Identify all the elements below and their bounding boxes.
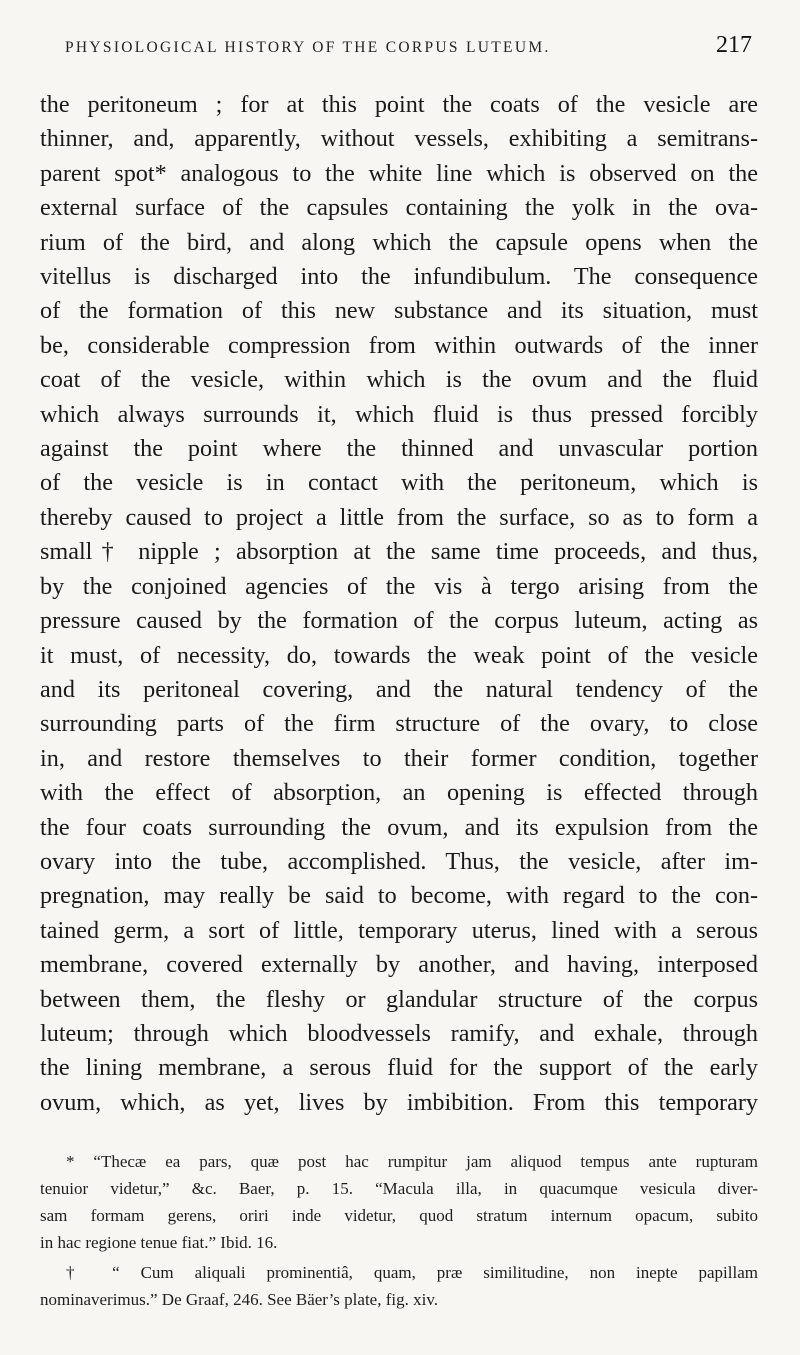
text-line: external surface of the capsules containing the yolk in the ova-: [40, 194, 758, 222]
footnote-line: nominaverimus.” De Graaf, 246. See Bäer’s plate, fig. xiv.: [40, 1290, 438, 1309]
footnote-line: tenuior videtur,” &c. Baer, p. 15. “Macula illa, in quacumque vesicula diver-: [40, 1179, 758, 1198]
text-line: of the vesicle is in contact with the peritoneum, which is: [40, 469, 758, 497]
text-line: membrane, covered externally by another, and having, interposed: [40, 951, 758, 979]
text-line: tained germ, a sort of little, temporary uterus, lined with a serous: [40, 916, 758, 944]
text-line: by the conjoined agencies of the vis à tergo arising from the: [40, 572, 758, 600]
text-line: surrounding parts of the firm structure of the ovary, to close: [40, 710, 758, 738]
text-line: luteum; through which bloodvessels ramify, and exhale, through: [40, 1019, 758, 1047]
text-line: the lining membrane, a serous fluid for the support of the early: [40, 1054, 758, 1082]
text-line: the four coats surrounding the ovum, and its expulsion from the: [40, 813, 758, 841]
text-line: of the formation of this new substance and its situation, must: [40, 297, 758, 325]
text-line: thereby caused to project a little from the surface, so as to form a: [40, 503, 758, 531]
footnote-de-graaf: [40, 1259, 758, 1313]
text-line: thinner, and, apparently, without vessels, exhibiting a semitrans-: [40, 125, 758, 153]
running-head: [65, 32, 752, 62]
footnote-baer: [40, 1148, 758, 1256]
text-line: against the point where the thinned and unvascular portion: [40, 435, 758, 463]
footnote-line: † “ Cum aliquali prominentiâ, quam, præ similitudine, non inepte papillam: [66, 1263, 758, 1282]
text-line: and its peritoneal covering, and the natural tendency of the: [40, 675, 758, 703]
text-line: pregnation, may really be said to become, with regard to the con-: [40, 882, 758, 910]
text-line: with the effect of absorption, an opening is effected through: [40, 779, 758, 807]
text-line: parent spot* analogous to the white line which is observed on the: [40, 159, 758, 187]
text-line: be, considerable compression from within outwards of the inner: [40, 331, 758, 359]
footnote-line: sam formam gerens, oriri inde videtur, quod stratum internum opacum, subito: [40, 1206, 758, 1225]
body-text: [40, 88, 758, 1120]
footnotes: [40, 1148, 758, 1313]
text-line: it must, of necessity, do, towards the weak point of the vesicle: [40, 641, 758, 669]
text-line: vitellus is discharged into the infundibulum. The consequence: [40, 263, 758, 291]
text-line: coat of the vesicle, within which is the ovum and the fluid: [40, 366, 758, 394]
page-number: 217: [716, 32, 752, 58]
text-line: the peritoneum ; for at this point the coats of the vesicle are: [40, 91, 758, 118]
footnote-line: in hac regione tenue fiat.” Ibid. 16.: [40, 1233, 278, 1252]
text-line: in, and restore themselves to their former condition, together: [40, 744, 758, 772]
text-line: rium of the bird, and along which the capsule opens when the: [40, 228, 758, 256]
text-line: between them, the fleshy or glandular structure of the corpus: [40, 985, 758, 1013]
footnote-line: * “Thecæ ea pars, quæ post hac rumpitur jam aliquod tempus ante rupturam: [66, 1152, 758, 1171]
text-line: ovary into the tube, accomplished. Thus, the vesicle, after im-: [40, 847, 758, 875]
text-line: which always surrounds it, which fluid is thus pressed forcibly: [40, 400, 758, 428]
text-line: pressure caused by the formation of the corpus luteum, acting as: [40, 607, 758, 635]
text-line: ovum, which, as yet, lives by imbibition. From this temporary: [40, 1088, 758, 1116]
running-title: PHYSIOLOGICAL HISTORY OF THE CORPUS LUTEUM.: [65, 39, 551, 56]
text-line: small† nipple ; absorption at the same time proceeds, and thus,: [40, 538, 758, 566]
